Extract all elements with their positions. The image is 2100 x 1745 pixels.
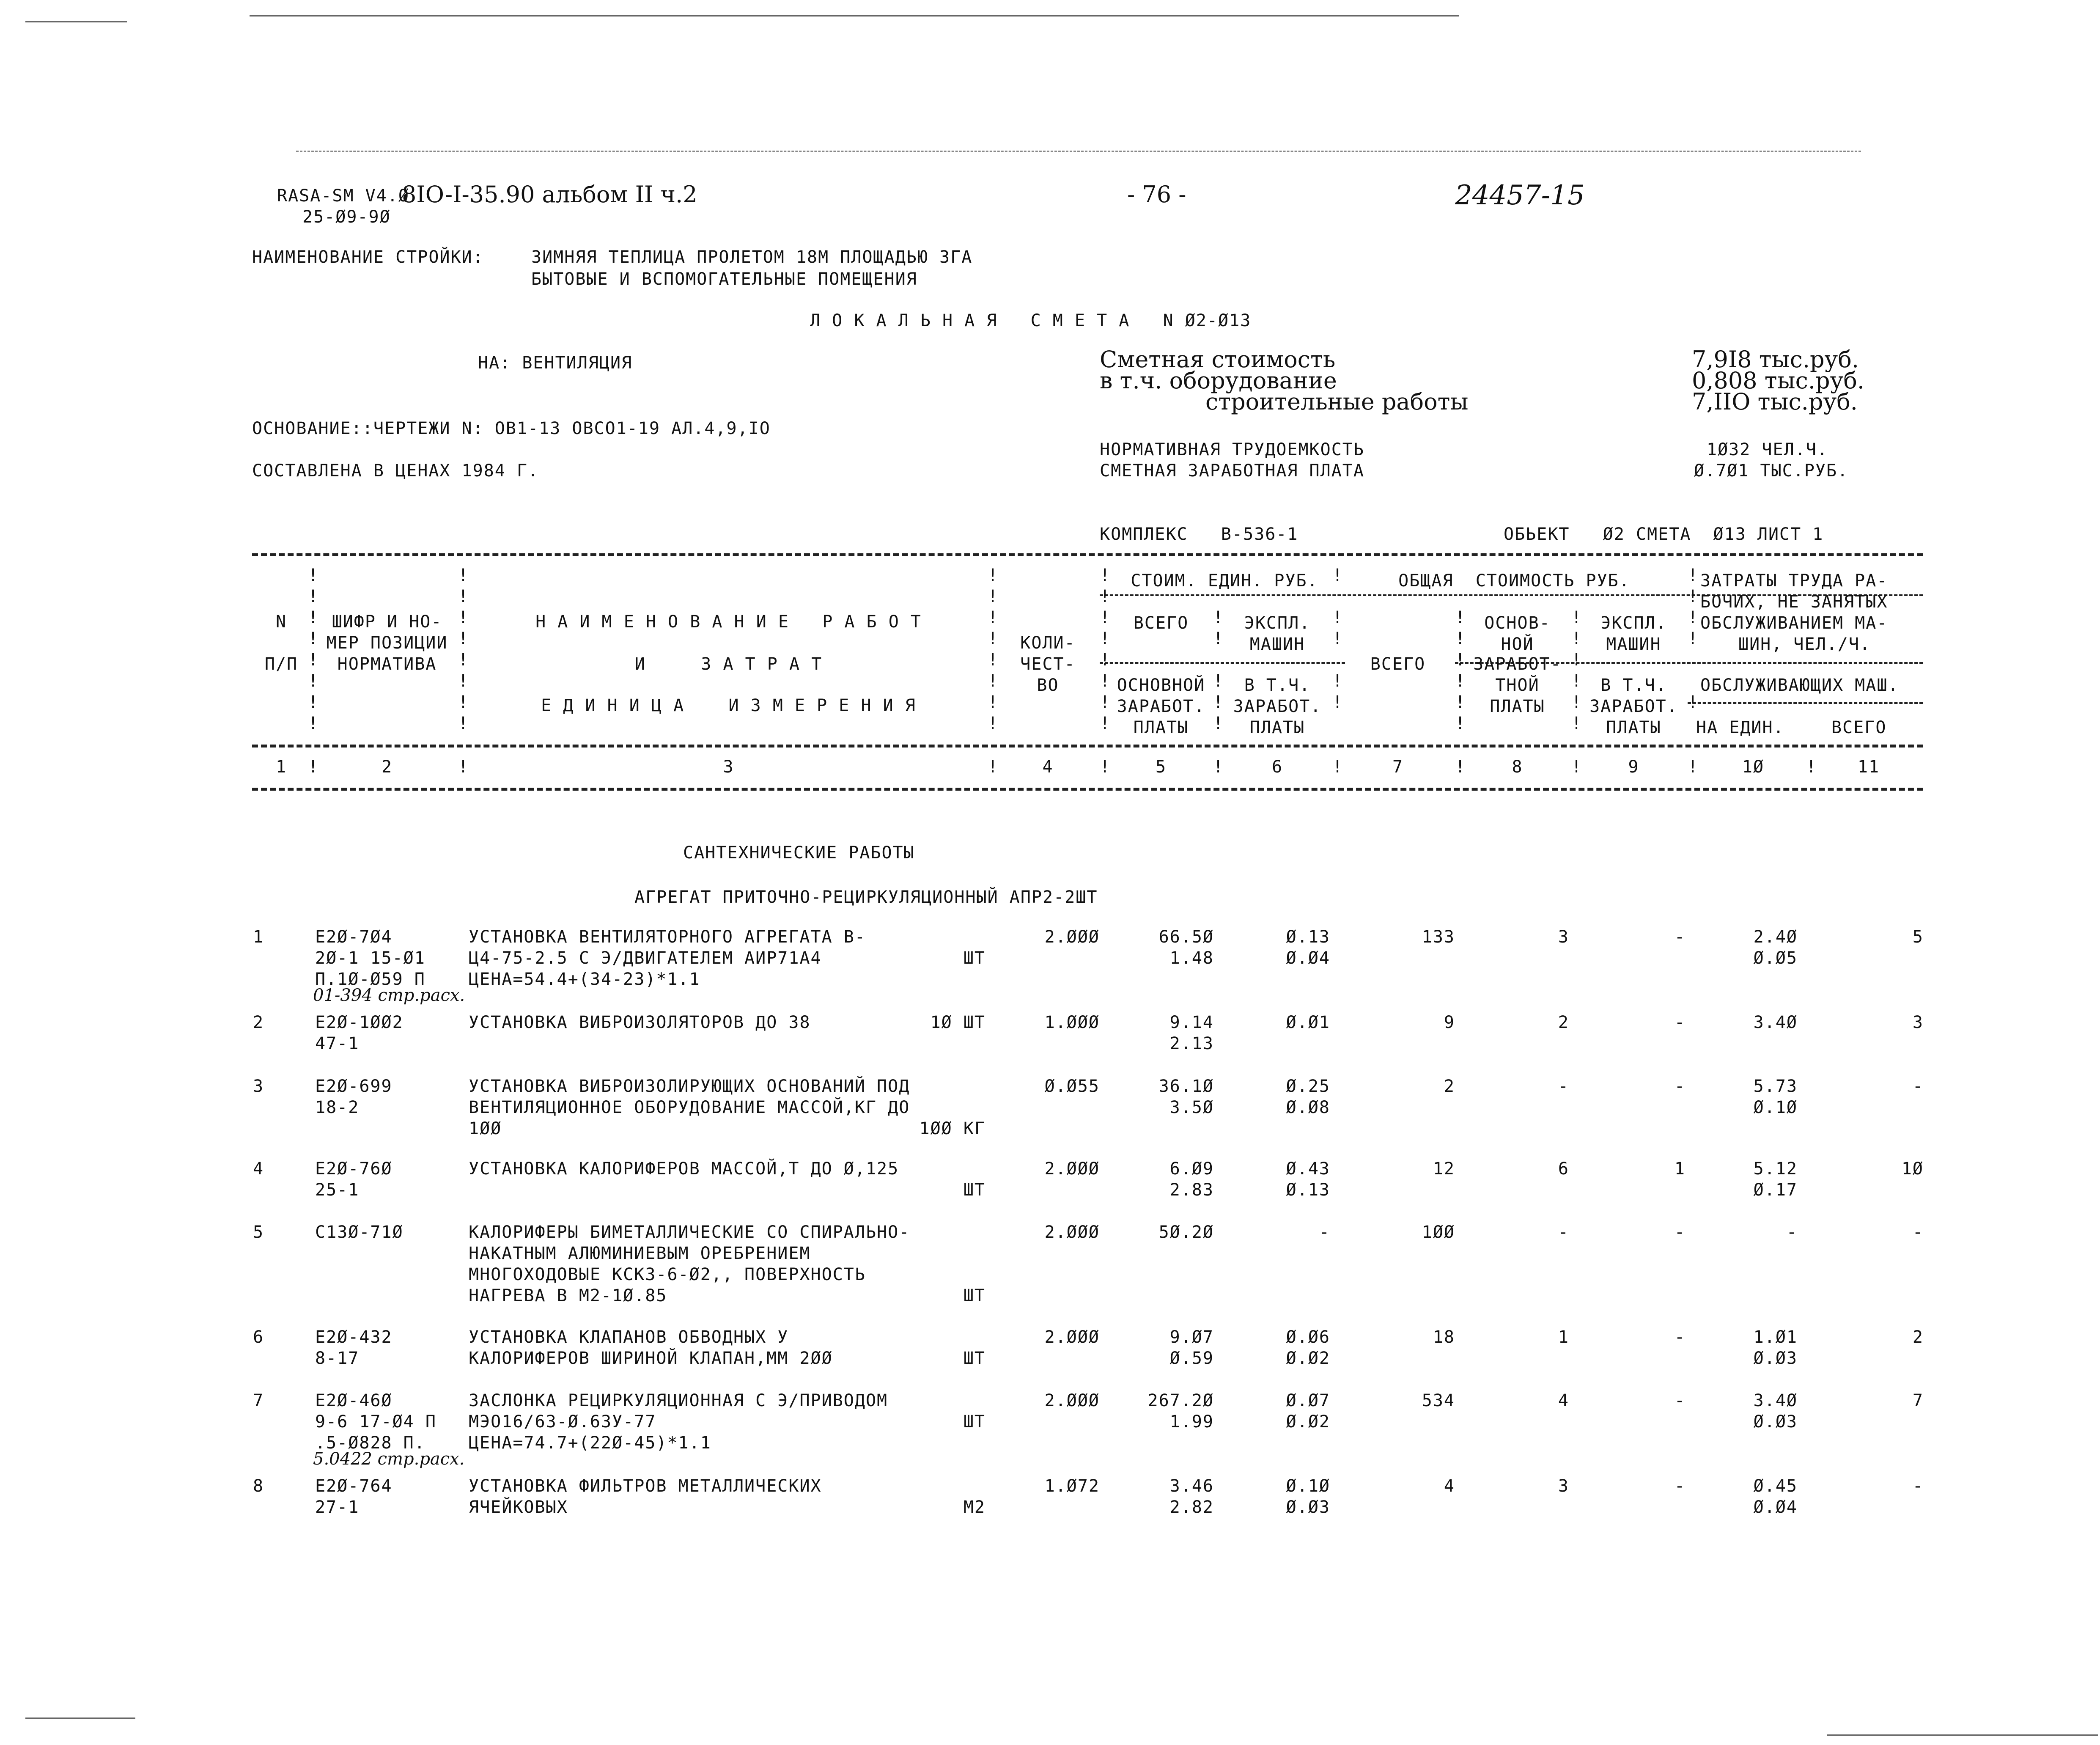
header-col5-line2: ОСНОВНОЙ xyxy=(1117,676,1205,695)
row-machine-cost: Ø.Ø8 xyxy=(1286,1098,1330,1117)
row-machine-cost: Ø.13 xyxy=(1286,1180,1330,1200)
row-quantity: 1.Ø72 xyxy=(1044,1476,1100,1496)
column-number: 9 xyxy=(1628,757,1639,777)
row-machine-cost: Ø.Ø6 xyxy=(1286,1327,1330,1347)
row-labor-total: 3 xyxy=(1912,1013,1924,1032)
header-col6-line2: МАШИН xyxy=(1249,635,1305,654)
row-work-name: НАГРЕВА В М2-1Ø.85 xyxy=(469,1286,667,1305)
column-number: 1 xyxy=(275,757,287,777)
column-separator: ! xyxy=(1213,757,1224,777)
column-separator: ! ! ! ! ! xyxy=(1213,608,1224,733)
row-number: 8 xyxy=(253,1476,264,1496)
row-unit: 1Ø ШТ xyxy=(930,1013,985,1032)
column-number: 8 xyxy=(1512,757,1523,777)
row-code: 27-1 xyxy=(315,1498,360,1517)
table-top-rule xyxy=(252,553,1923,556)
row-base-wages: 2 xyxy=(1558,1013,1569,1032)
complex-code: КОМПЛЕКС В-536-1 xyxy=(1100,525,1298,544)
row-quantity: 1.ØØØ xyxy=(1044,1013,1100,1032)
project-label: НАИМЕНОВАНИЕ СТРОЙКИ: xyxy=(252,247,484,267)
row-work-name: УСТАНОВКА ФИЛЬТРОВ МЕТАЛЛИЧЕСКИХ xyxy=(469,1476,822,1496)
row-machine-cost: Ø.Ø3 xyxy=(1286,1498,1330,1517)
row-base-wages: 6 xyxy=(1558,1159,1569,1179)
header-col3-line2: И З А Т Р А Т xyxy=(634,654,823,674)
row-machine-total: - xyxy=(1674,1391,1685,1410)
header-col3-line1: Н А И М Е Н О В А Н И Е Р А Б О Т xyxy=(535,612,922,632)
row-base-wages: - xyxy=(1558,1077,1569,1096)
row-labor-total: 7 xyxy=(1912,1391,1924,1410)
column-separator: ! xyxy=(1571,757,1583,777)
column-number: 5 xyxy=(1155,757,1167,777)
row-machine-total: - xyxy=(1674,1013,1685,1032)
row-quantity: 2.ØØØ xyxy=(1044,1327,1100,1347)
row-work-name: 1ØØ xyxy=(469,1119,502,1138)
row-number: 2 xyxy=(253,1013,264,1032)
row-labor-per-unit: Ø.Ø4 xyxy=(1753,1498,1798,1517)
row-code: Е2Ø-76Ø xyxy=(315,1159,393,1179)
summary-label-2: в т.ч. оборудование xyxy=(1100,367,1337,394)
row-quantity: 2.ØØØ xyxy=(1044,1223,1100,1242)
header-col5-line4: ПЛАТЫ xyxy=(1133,718,1189,737)
row-unit-cost: 36.1Ø xyxy=(1158,1077,1214,1096)
header-bottom-rule xyxy=(252,745,1923,747)
row-work-name: ЗАСЛОНКА РЕЦИРКУЛЯЦИОННАЯ С Э/ПРИВОДОМ xyxy=(469,1391,888,1410)
estimate-title: Л О К А Л Ь Н А Я С М Е Т А N Ø2-Ø13 xyxy=(810,311,1252,330)
row-machine-cost: - xyxy=(1319,1223,1330,1242)
summary-value-1: 7,9I8 тыс.руб. xyxy=(1692,346,1859,373)
row-unit: ШТ xyxy=(963,948,985,968)
project-line-1: ЗИМНЯЯ ТЕПЛИЦА ПРОЛЕТОМ 18М ПЛОЩАДЬЮ 3ГА xyxy=(531,247,973,267)
header-labor-1: ЗАТРАТЫ ТРУДА РА- xyxy=(1700,571,1888,591)
row-machine-cost: Ø.Ø2 xyxy=(1286,1412,1330,1432)
row-machine-total: - xyxy=(1674,1077,1685,1096)
row-unit: ШТ xyxy=(963,1286,985,1305)
row-work-name: Ц4-75-2.5 С Э/ДВИГАТЕЛЕМ АИР71А4 xyxy=(469,948,822,968)
row-unit-cost: 1.99 xyxy=(1169,1412,1214,1432)
row-unit-cost: 2.13 xyxy=(1169,1034,1214,1053)
header-col9-line4: ЗАРАБОТ. xyxy=(1589,697,1678,716)
row-work-name: МНОГОХОДОВЫЕ КСК3-6-Ø2,, ПОВЕРХНОСТЬ xyxy=(469,1265,866,1284)
row-machine-total: - xyxy=(1674,927,1685,947)
header-total-cost: ОБЩАЯ СТОИМОСТЬ РУБ. xyxy=(1398,571,1630,591)
row-total-cost: 534 xyxy=(1422,1391,1455,1410)
summary-value-2: 0,808 тыс.руб. xyxy=(1692,367,1865,394)
header-col6-line5: ПЛАТЫ xyxy=(1249,718,1305,737)
row-unit: ШТ xyxy=(963,1412,985,1432)
header-per-unit: НА ЕДИН. xyxy=(1696,718,1784,737)
row-code: С13Ø-71Ø xyxy=(315,1223,404,1242)
row-labor-per-unit: 3.4Ø xyxy=(1753,1391,1798,1410)
header-col6-line3: В Т.Ч. xyxy=(1244,676,1311,695)
row-work-name: ЦЕНА=54.4+(34-23)*1.1 xyxy=(469,970,700,989)
row-total-cost: 12 xyxy=(1433,1159,1455,1179)
row-unit: ШТ xyxy=(963,1349,985,1368)
section-title: САНТЕХНИЧЕСКИЕ РАБОТЫ xyxy=(683,843,915,863)
scan-edge-line xyxy=(250,15,1459,16)
row-code: П.1Ø-Ø59 П xyxy=(315,970,425,989)
row-machine-cost: Ø.Ø4 xyxy=(1286,948,1330,968)
row-labor-per-unit: 1.Ø1 xyxy=(1753,1327,1798,1347)
row-total-cost: 133 xyxy=(1422,927,1455,947)
row-machine-total: 1 xyxy=(1674,1159,1685,1179)
scan-edge-line xyxy=(25,21,127,22)
row-code: 18-2 xyxy=(315,1098,360,1117)
row-unit-cost: 9.14 xyxy=(1169,1013,1214,1032)
row-labor-total: - xyxy=(1912,1223,1924,1242)
row-code: Е2Ø-7Ø4 xyxy=(315,927,393,947)
labor-intensity-label: НОРМАТИВНАЯ ТРУДОЕМКОСТЬ xyxy=(1100,440,1364,459)
column-number: 3 xyxy=(723,757,734,777)
column-number: 2 xyxy=(381,757,393,777)
row-labor-per-unit: 2.4Ø xyxy=(1753,927,1798,947)
row-handwritten-note: 01-394 стр.расх. xyxy=(313,986,465,1005)
column-separator: ! xyxy=(308,757,319,777)
row-base-wages: 4 xyxy=(1558,1391,1569,1410)
row-unit-cost: 1.48 xyxy=(1169,948,1214,968)
labor-intensity-value: 1Ø32 ЧЕЛ.Ч. xyxy=(1707,440,1828,459)
row-work-name: УСТАНОВКА ВЕНТИЛЯТОРНОГО АГРЕГАТА В- xyxy=(469,927,866,947)
row-work-name: КАЛОРИФЕРЫ БИМЕТАЛЛИЧЕСКИЕ СО СПИРАЛЬНО- xyxy=(469,1223,910,1242)
row-number: 6 xyxy=(253,1327,264,1347)
row-total-cost: 18 xyxy=(1433,1327,1455,1347)
row-code: Е2Ø-764 xyxy=(315,1476,393,1496)
row-labor-per-unit: Ø.Ø5 xyxy=(1753,948,1798,968)
row-total-cost: 4 xyxy=(1444,1476,1455,1496)
header-labor-4: ШИН, ЧЕЛ./Ч. xyxy=(1738,635,1871,654)
row-machine-cost: Ø.13 xyxy=(1286,927,1330,947)
row-work-name: ЯЧЕЙКОВЫХ xyxy=(469,1498,568,1517)
row-labor-per-unit: Ø.Ø3 xyxy=(1753,1412,1798,1432)
handwritten-code: 24457-15 xyxy=(1455,180,1585,211)
row-machine-total: - xyxy=(1674,1223,1685,1242)
column-separator: ! ! ! ! ! ! ! ! xyxy=(988,566,999,733)
page-number: - 76 - xyxy=(1127,181,1186,208)
row-code: .5-Ø828 П. xyxy=(315,1433,425,1453)
row-number: 3 xyxy=(253,1077,264,1096)
row-quantity: 2.ØØØ xyxy=(1044,1159,1100,1179)
header-machines: ОБСЛУЖИВАЮЩИХ МАШ. xyxy=(1700,676,1899,695)
header-col8-line2: НОЙ xyxy=(1501,635,1534,654)
subsection-title: АГРЕГАТ ПРИТОЧНО-РЕЦИРКУЛЯЦИОННЫЙ АПР2-2ШТ xyxy=(634,888,1098,907)
header-col8-line1: ОСНОВ- xyxy=(1484,613,1551,633)
row-labor-per-unit: Ø.Ø3 xyxy=(1753,1349,1798,1368)
scan-edge-line xyxy=(296,151,1861,152)
row-total-cost: 1ØØ xyxy=(1422,1223,1455,1242)
column-separator: ! xyxy=(1806,757,1817,777)
header-col4-line2: ЧЕСТ- xyxy=(1020,654,1076,674)
column-number: 7 xyxy=(1392,757,1404,777)
header-col6-line1: ЭКСПЛ. xyxy=(1244,613,1311,633)
header-col2-line2: МЕР ПОЗИЦИИ xyxy=(326,633,448,653)
row-code: 2Ø-1 15-Ø1 xyxy=(315,948,425,968)
row-handwritten-note: 5.0422 стр.расх. xyxy=(313,1449,465,1469)
row-base-wages: 3 xyxy=(1558,927,1569,947)
row-number: 4 xyxy=(253,1159,264,1179)
column-separator: ! ! ! ! ! ! xyxy=(1571,608,1583,733)
row-labor-total: 2 xyxy=(1912,1327,1924,1347)
row-base-wages: 3 xyxy=(1558,1476,1569,1496)
column-separator: ! ! ! ! ! ! xyxy=(1455,608,1466,733)
row-code: 47-1 xyxy=(315,1034,360,1053)
row-labor-total: 1Ø xyxy=(1901,1159,1924,1179)
scan-edge-line xyxy=(25,1718,135,1719)
project-line-2: БЫТОВЫЕ И ВСПОМОГАТЕЛЬНЫЕ ПОМЕЩЕНИЯ xyxy=(531,269,917,289)
row-unit-cost: 66.5Ø xyxy=(1158,927,1214,947)
column-separator: ! ! ! ! ! ! ! ! xyxy=(1100,566,1111,733)
row-code: Е2Ø-1ØØ2 xyxy=(315,1013,404,1032)
header-col8-line4: ТНОЙ xyxy=(1495,676,1540,695)
row-number: 1 xyxy=(253,927,264,947)
row-work-name: УСТАНОВКА ВИБРОИЗОЛЯТОРОВ ДО 38 xyxy=(469,1013,811,1032)
column-separator: ! ! ! ! ! ! ! ! xyxy=(308,566,319,733)
wage-fund-label: СМЕТНАЯ ЗАРАБОТНАЯ ПЛАТА xyxy=(1100,461,1364,481)
print-date: 25-Ø9-9Ø xyxy=(302,207,391,227)
header-total: ВСЕГО xyxy=(1831,718,1887,737)
row-machine-total: - xyxy=(1674,1327,1685,1347)
header-col3-line3: Е Д И Н И Ц А И З М Е Р Е Н И Я xyxy=(541,696,916,715)
column-number: 6 xyxy=(1271,757,1283,777)
column-number: 1Ø xyxy=(1742,757,1765,777)
row-work-name: КАЛОРИФЕРОВ ШИРИНОЙ КЛАПАН,ММ 2ØØ xyxy=(469,1349,833,1368)
row-code: Е2Ø-46Ø xyxy=(315,1391,393,1410)
row-work-name: УСТАНОВКА КАЛОРИФЕРОВ МАССОЙ,Т ДО Ø,125 xyxy=(469,1159,899,1179)
column-separator: ! xyxy=(1455,757,1466,777)
row-labor-per-unit: 3.4Ø xyxy=(1753,1013,1798,1032)
row-work-name: НАКАТНЫМ АЛЮМИНИЕВЫМ ОРЕБРЕНИЕМ xyxy=(469,1244,811,1263)
header-col9-line1: ЭКСПЛ. xyxy=(1600,613,1667,633)
row-unit-cost: 5Ø.2Ø xyxy=(1158,1223,1214,1242)
row-unit: М2 xyxy=(963,1498,985,1517)
numbers-bottom-rule xyxy=(252,788,1923,791)
header-unit-cost: СТОИМ. ЕДИН. РУБ. xyxy=(1131,571,1318,591)
row-labor-per-unit: Ø.45 xyxy=(1753,1476,1798,1496)
row-unit-cost: 6.Ø9 xyxy=(1169,1159,1214,1179)
row-number: 7 xyxy=(253,1391,264,1410)
column-separator: ! xyxy=(458,757,469,777)
column-separator: ! ! ! ! ! xyxy=(1688,566,1699,712)
object-sheet: ОБЬЕКТ Ø2 СМЕТА Ø13 ЛИСТ 1 xyxy=(1504,525,1824,544)
row-labor-total: - xyxy=(1912,1077,1924,1096)
row-unit: 1ØØ КГ xyxy=(919,1119,985,1138)
row-work-name: МЭО16/63-Ø.63У-77 xyxy=(469,1412,656,1432)
row-code: Е2Ø-699 xyxy=(315,1077,393,1096)
column-number: 4 xyxy=(1042,757,1054,777)
column-number: 11 xyxy=(1857,757,1880,777)
row-labor-per-unit: Ø.17 xyxy=(1753,1180,1798,1200)
header-col8-line3: ЗАРАБОТ- xyxy=(1473,654,1562,674)
row-code: Е2Ø-432 xyxy=(315,1327,393,1347)
column-separator: ! ! ! ! ! ! ! ! xyxy=(458,566,469,733)
header-col6-line4: ЗАРАБОТ. xyxy=(1233,697,1322,716)
scan-edge-line xyxy=(1827,1734,2098,1736)
header-col1-line2: П/П xyxy=(264,654,298,674)
wage-fund-value: Ø.7Ø1 ТЫС.РУБ. xyxy=(1694,461,1849,481)
estimate-subject: НА: ВЕНТИЛЯЦИЯ xyxy=(478,353,633,373)
row-machine-cost: Ø.25 xyxy=(1286,1077,1330,1096)
row-unit: ШТ xyxy=(963,1180,985,1200)
row-work-name: ВЕНТИЛЯЦИОННОЕ ОБОРУДОВАНИЕ МАССОЙ,КГ ДО xyxy=(469,1098,910,1117)
header-col4-line3: ВО xyxy=(1037,676,1059,695)
header-col5-line3: ЗАРАБОТ. xyxy=(1117,697,1205,716)
row-unit-cost: 2.82 xyxy=(1169,1498,1214,1517)
header-col4-line1: КОЛИ- xyxy=(1020,633,1076,653)
row-base-wages: - xyxy=(1558,1223,1569,1242)
row-machine-cost: Ø.Ø1 xyxy=(1286,1013,1330,1032)
row-machine-cost: Ø.43 xyxy=(1286,1159,1330,1179)
column-separator: ! ! ! ! ! xyxy=(1332,566,1344,712)
column-separator: ! xyxy=(1688,757,1699,777)
row-unit-cost: Ø.59 xyxy=(1169,1349,1214,1368)
header-col1-line1: N xyxy=(275,612,287,632)
row-unit-cost: 3.46 xyxy=(1169,1476,1214,1496)
row-machine-cost: Ø.Ø7 xyxy=(1286,1391,1330,1410)
row-work-name: УСТАНОВКА ВИБРОИЗОЛИРУЮЩИХ ОСНОВАНИЙ ПОД xyxy=(469,1077,910,1096)
row-quantity: 2.ØØØ xyxy=(1044,1391,1100,1410)
row-unit-cost: 9.Ø7 xyxy=(1169,1327,1214,1347)
row-quantity: 2.ØØØ xyxy=(1044,927,1100,947)
row-labor-per-unit: 5.73 xyxy=(1753,1077,1798,1096)
header-col9-line5: ПЛАТЫ xyxy=(1606,718,1661,737)
row-code: 9-6 17-Ø4 П xyxy=(315,1412,436,1432)
row-labor-per-unit: 5.12 xyxy=(1753,1159,1798,1179)
album-reference: 8IO-I-35.90 альбом II ч.2 xyxy=(402,181,697,208)
header-inner-rule xyxy=(1688,702,1923,704)
row-unit-cost: 2.83 xyxy=(1169,1180,1214,1200)
column-separator: ! xyxy=(1332,757,1344,777)
program-version: RASA-SM V4.Ø xyxy=(277,186,409,206)
row-machine-cost: Ø.1Ø xyxy=(1286,1476,1330,1496)
row-code: 8-17 xyxy=(315,1349,360,1368)
header-col2-line3: НОРМАТИВА xyxy=(337,654,437,674)
basis: ОСНОВАНИЕ::ЧЕРТЕЖИ N: ОВ1-13 ОВСО1-19 АЛ.4,9,IO xyxy=(252,419,771,438)
header-labor-2: БОЧИХ, НЕ ЗАНЯТЫХ xyxy=(1700,592,1888,612)
column-separator: ! xyxy=(1100,757,1111,777)
row-work-name: ЦЕНА=74.7+(22Ø-45)*1.1 xyxy=(469,1433,711,1453)
header-col9-line3: В Т.Ч. xyxy=(1600,676,1667,695)
row-unit-cost: 267.2Ø xyxy=(1147,1391,1214,1410)
row-machine-total: - xyxy=(1674,1476,1685,1496)
row-work-name: УСТАНОВКА КЛАПАНОВ ОБВОДНЫХ У xyxy=(469,1327,789,1347)
header-col2-line1: ШИФР И НО- xyxy=(332,612,442,632)
header-col5-total: ВСЕГО xyxy=(1133,613,1189,633)
row-labor-per-unit: Ø.1Ø xyxy=(1753,1098,1798,1117)
row-machine-cost: Ø.Ø2 xyxy=(1286,1349,1330,1368)
row-quantity: Ø.Ø55 xyxy=(1044,1077,1100,1096)
row-number: 5 xyxy=(253,1223,264,1242)
summary-value-3: 7,IIO тыс.руб. xyxy=(1692,388,1858,415)
summary-label-1: Сметная стоимость xyxy=(1100,346,1336,373)
header-col7: ВСЕГО xyxy=(1370,654,1426,674)
row-code: 25-1 xyxy=(315,1180,360,1200)
row-total-cost: 2 xyxy=(1444,1077,1455,1096)
row-total-cost: 9 xyxy=(1444,1013,1455,1032)
price-level: СОСТАВЛЕНА В ЦЕНАХ 1984 Г. xyxy=(252,461,539,481)
header-col8-line5: ПЛАТЫ xyxy=(1490,697,1545,716)
header-col9-line2: МАШИН xyxy=(1606,635,1661,654)
summary-label-3: строительные работы xyxy=(1205,388,1469,415)
column-separator: ! xyxy=(988,757,999,777)
row-base-wages: 1 xyxy=(1558,1327,1569,1347)
row-labor-per-unit: - xyxy=(1786,1223,1798,1242)
header-labor-3: ОБСЛУЖИВАНИЕМ МА- xyxy=(1700,613,1888,633)
row-unit-cost: 3.5Ø xyxy=(1169,1098,1214,1117)
row-labor-total: - xyxy=(1912,1476,1924,1496)
row-labor-total: 5 xyxy=(1912,927,1924,947)
